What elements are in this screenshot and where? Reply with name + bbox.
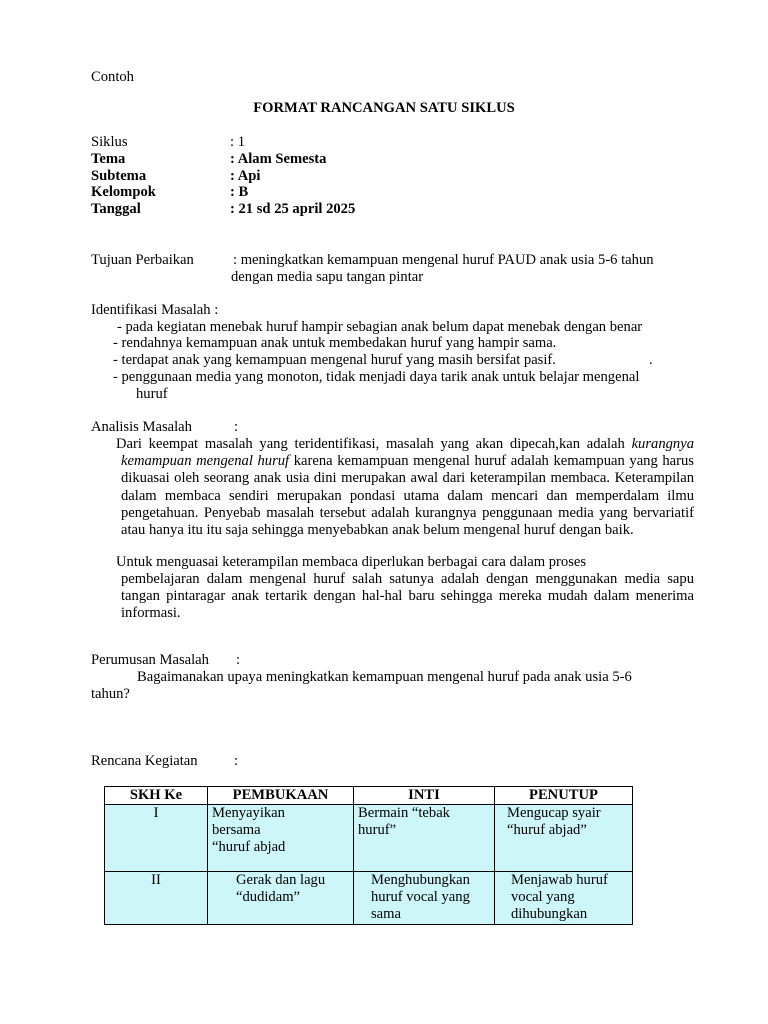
cell-skh: II (105, 872, 208, 925)
perumusan-line-1: Bagaimanakan upaya meningkatkan kemampuan mengenal huruf pada anak usia 5-6 (137, 669, 632, 685)
meta-key-subtema: Subtema (91, 168, 147, 184)
cell-line: huruf vocal yang (371, 889, 470, 905)
cell-line: “huruf abjad” (507, 822, 587, 838)
header-skh: SKH Ke (105, 787, 208, 805)
table-row (105, 872, 633, 925)
identifikasi-dot: . (649, 352, 653, 368)
cell-pembukaan (208, 872, 354, 925)
meta-value-tanggal: : 21 sd 25 april 2025 (230, 201, 356, 217)
cell-skh: I (105, 805, 208, 872)
identifikasi-item-1: - pada kegiatan menebak huruf hampir sebagian anak belum dapat menebak dengan benar (117, 319, 643, 335)
analisis-p1-start: Dari keempat masalah yang teridentifikasi, masalah yang akan dipecah,kan adalah (116, 436, 632, 452)
analisis-label: Analisis Masalah (91, 419, 192, 435)
analisis-p2-rest: pembelajaran dalam mengenal huruf salah satunya adalah dengan menggunakan media sapu tangan pintaragar anak tertarik dengan hal-hal baru sehingga mereka mudah dalam menerima informasi. (121, 571, 694, 622)
cell-line: “huruf abjad (212, 839, 286, 855)
rencana-label: Rencana Kegiatan (91, 753, 198, 769)
cell-line: Gerak dan lagu (236, 872, 326, 888)
meta-value-tema: : Alam Semesta (230, 151, 327, 167)
meta-value-siklus: : 1 (230, 134, 245, 150)
tujuan-line-1: : meningkatkan kemampuan mengenal huruf PAUD anak usia 5-6 tahun (233, 252, 654, 268)
cell-line: Menghubungkan (371, 872, 470, 888)
tujuan-label: Tujuan Perbaikan (91, 252, 194, 268)
rencana-table (104, 786, 633, 925)
cell-line: Menjawab huruf (511, 872, 608, 888)
cell-line: “dudidam” (236, 889, 301, 905)
perumusan-label: Perumusan Masalah (91, 652, 209, 668)
identifikasi-label: Identifikasi Masalah : (91, 302, 219, 318)
doc-label: Contoh (91, 69, 134, 85)
cell-line: vocal yang (511, 889, 575, 905)
analisis-colon: : (234, 419, 239, 435)
cell-line: huruf” (358, 822, 397, 838)
header-inti: INTI (354, 787, 495, 805)
analisis-p2-start: Untuk menguasai keterampilan membaca diperlukan berbagai cara dalam proses (116, 554, 587, 570)
doc-title: FORMAT RANCANGAN SATU SIKLUS (253, 100, 515, 116)
cell-line: Bermain “tebak (358, 805, 450, 821)
cell-line: Menyayikan (212, 805, 285, 821)
cell-inti (354, 872, 495, 925)
cell-inti (354, 805, 495, 872)
cell-penutup (495, 872, 633, 925)
perumusan-line-2: tahun? (91, 686, 130, 702)
meta-key-siklus: Siklus (91, 134, 128, 150)
header-penutup: PENUTUP (495, 787, 633, 805)
cell-penutup (495, 805, 633, 872)
cell-line: Mengucap syair (507, 805, 601, 821)
meta-key-kelompok: Kelompok (91, 184, 156, 200)
header-pembukaan: PEMBUKAAN (208, 787, 354, 805)
identifikasi-item-3: - terdapat anak yang kemampuan mengenal huruf yang masih bersifat pasif. (113, 352, 556, 368)
table-header-row (105, 787, 633, 805)
cell-pembukaan (208, 805, 354, 872)
rencana-colon: : (234, 753, 239, 769)
meta-key-tema: Tema (91, 151, 126, 167)
analisis-p1-emphasis: kurangnya kemampuan mengenal huruf (121, 436, 694, 470)
meta-value-subtema: : Api (230, 168, 261, 184)
analisis-p1-rest: karena kemampuan mengenal huruf adalah kemampuan yang harus dikuasai oleh seorang anak usia dini merupakan awal dari keterampilan membaca. Keterampilan dalam membaca sendiri merupakan pondasi utama dalam mencari dan memperdalam ilmu pengetahuan. Penyebab masalah tersebut adalah kurangnya penggunaan media yang bervariatif atau hanya itu itu saja sehingga menyebabkan anak belum mengenal huruf dengan baik. (121, 453, 694, 539)
identifikasi-item-4: - penggunaan media yang monoton, tidak menjadi daya tarik anak untuk belajar mengenal (113, 369, 640, 385)
table-row (105, 805, 633, 872)
tujuan-line-2: dengan media sapu tangan pintar (231, 269, 424, 285)
identifikasi-item-2: - rendahnya kemampuan anak untuk membedakan huruf yang hampir sama. (113, 335, 557, 351)
cell-line: dihubungkan (511, 906, 588, 922)
cell-line: bersama (212, 822, 261, 838)
meta-value-kelompok: : B (230, 184, 249, 200)
identifikasi-item-4-cont: huruf (136, 386, 168, 402)
analisis-paragraph-1 (116, 436, 694, 539)
cell-line: sama (371, 906, 401, 922)
perumusan-colon: : (236, 652, 241, 668)
meta-key-tanggal: Tanggal (91, 201, 141, 217)
